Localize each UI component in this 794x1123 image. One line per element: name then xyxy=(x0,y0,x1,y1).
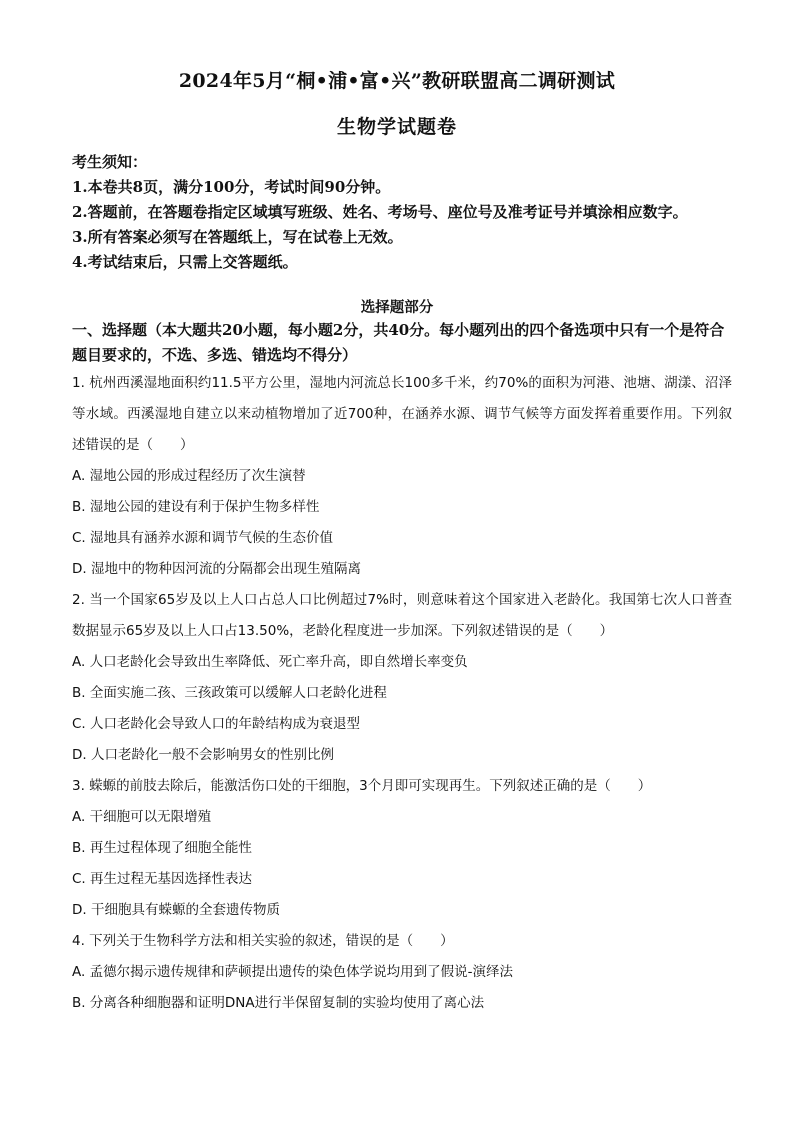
section-intro: 一、选择题（本大题共20小题，每小题2分，共40分。每小题列出的四个备选项中只有一个是符合题目要求的，不选、多选、错选均不得分） xyxy=(72,321,725,364)
question-option: D. 干细胞具有蝾螈的全套遗传物质 xyxy=(72,902,280,918)
notice-item: 3.所有答案必须写在答题纸上，写在试卷上无效。 xyxy=(72,228,403,246)
question-option: B. 湿地公园的建设有利于保护生物多样性 xyxy=(72,499,320,515)
notice-item: 4.考试结束后，只需上交答题纸。 xyxy=(72,253,298,271)
question-option: A. 湿地公园的形成过程经历了次生演替 xyxy=(72,468,306,484)
question-option: D. 湿地中的物种因河流的分隔都会出现生殖隔离 xyxy=(72,561,361,577)
question-stem: 2. 当一个国家65岁及以上人口占总人口比例超过7%时，则意味着这个国家进入老龄化。我国第七次人口普查数据显示65岁及以上人口占13.50%，老龄化程度进一步加深。下列叙述错误的是（ ） xyxy=(72,592,732,639)
notice-item: 2.答题前，在答题卷指定区域填写班级、姓名、考场号、座位号及准考证号并填涂相应数字。 xyxy=(72,203,688,221)
exam-subtitle: 生物学试题卷 xyxy=(336,116,457,138)
question-option: A. 孟德尔揭示遗传规律和萨顿提出遗传的染色体学说均用到了假说-演绎法 xyxy=(72,964,513,980)
question-option: C. 湿地具有涵养水源和调节气候的生态价值 xyxy=(72,530,334,546)
question-option: A. 干细胞可以无限增殖 xyxy=(72,809,212,825)
question-option: B. 全面实施二孩、三孩政策可以缓解人口老龄化进程 xyxy=(72,685,387,701)
question-stem: 1. 杭州西溪湿地面积约11.5平方公里，湿地内河流总长100多千米，约70%的面积为河港、池塘、湖漾、沼泽等水域。西溪湿地自建立以来动植物增加了近700种，在涵养水源、调节气候等方面发挥着重要作用。下列叙述错误的是（ ） xyxy=(72,375,732,453)
section-heading: 选择题部分 xyxy=(360,299,434,316)
question-option: A. 人口老龄化会导致出生率降低、死亡率升高，即自然增长率变负 xyxy=(72,654,468,670)
question-list xyxy=(72,368,732,1019)
question-item xyxy=(72,585,732,771)
exam-title: 2024年5月“桐•浦•富•兴”教研联盟高二调研测试 xyxy=(178,70,616,92)
question-option: D. 人口老龄化一般不会影响男女的性别比例 xyxy=(72,747,334,763)
question-item xyxy=(72,926,732,1019)
question-item xyxy=(72,771,732,926)
candidate-notice xyxy=(72,150,732,275)
question-option: C. 人口老龄化会导致人口的年龄结构成为衰退型 xyxy=(72,716,361,732)
question-stem: 3. 蝾螈的前肢去除后，能激活伤口处的干细胞，3个月即可实现再生。下列叙述正确的是（ ） xyxy=(72,778,652,794)
question-option: C. 再生过程无基因选择性表达 xyxy=(72,871,253,887)
notice-heading: 考生须知： xyxy=(72,153,148,171)
question-stem: 4. 下列关于生物科学方法和相关实验的叙述，错误的是（ ） xyxy=(72,933,454,949)
question-option: B. 再生过程体现了细胞全能性 xyxy=(72,840,252,856)
notice-item: 1.本卷共8页，满分100分，考试时间90分钟。 xyxy=(72,178,391,196)
question-item xyxy=(72,368,732,585)
question-option: B. 分离各种细胞器和证明DNA进行半保留复制的实验均使用了离心法 xyxy=(72,995,485,1011)
